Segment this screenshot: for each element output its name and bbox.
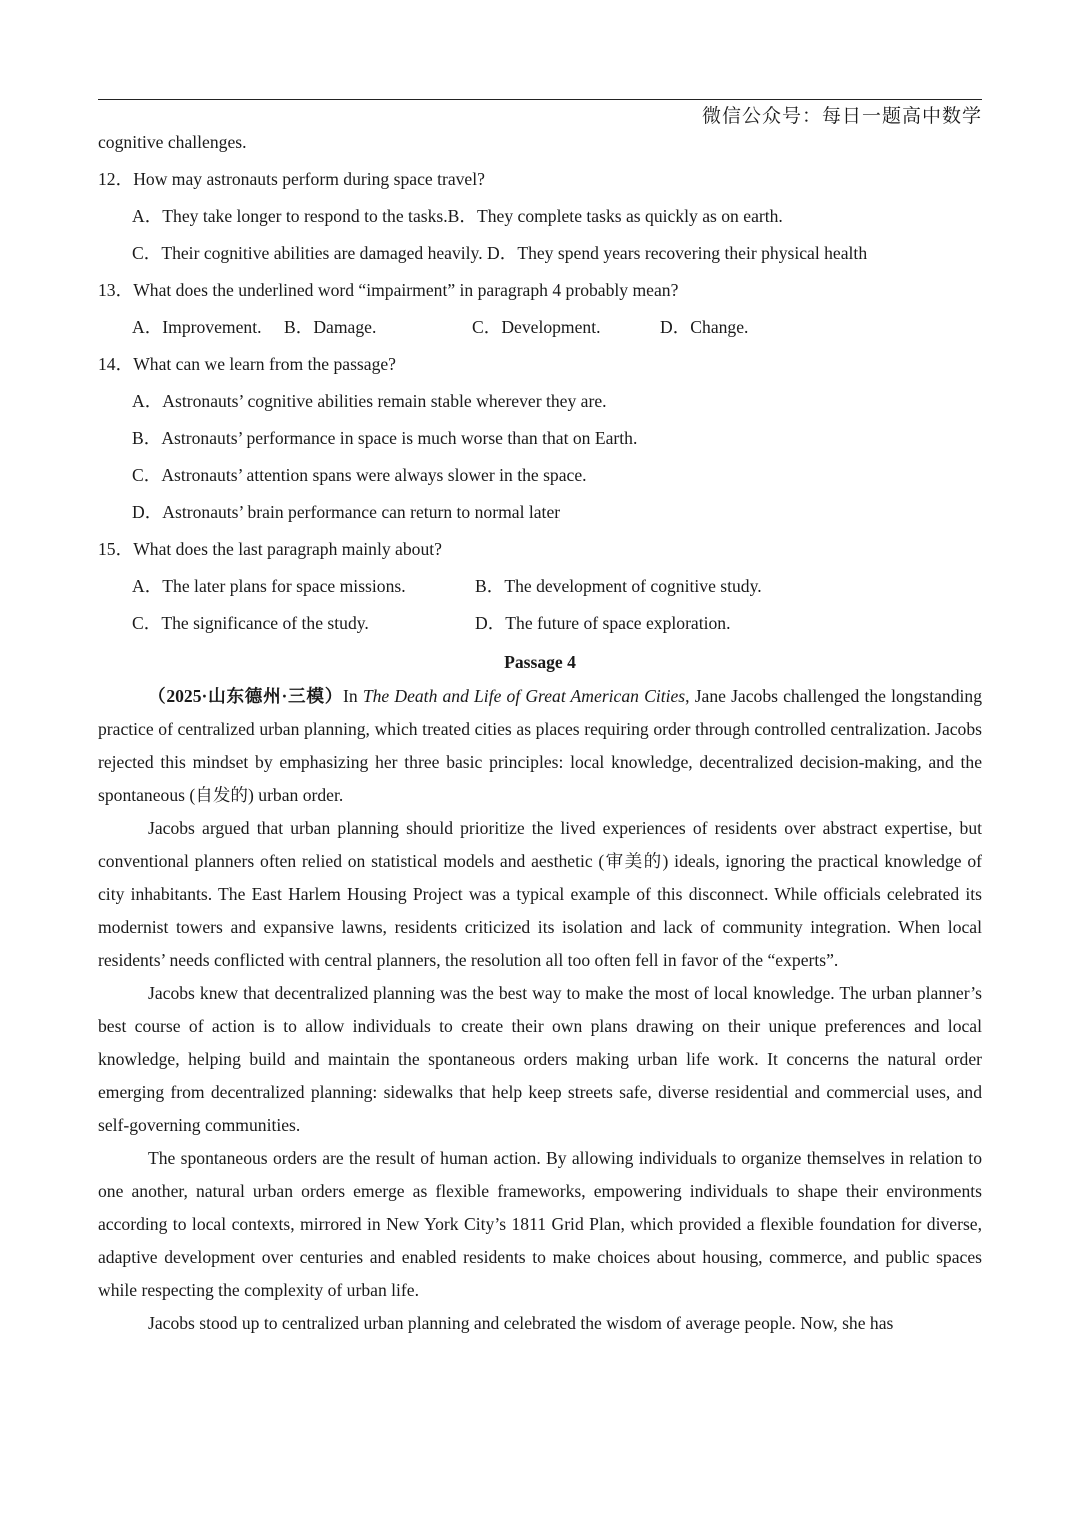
q13-option-b[interactable]: B．Damage. [284, 317, 377, 337]
q15-option-d[interactable]: D．The future of space exploration. [475, 613, 731, 633]
passage-paragraph-5: Jacobs stood up to centralized urban planning and celebrated the wisdom of average people. Now, she has [148, 1313, 894, 1333]
q14-option-d[interactable]: D．Astronauts’ brain performance can return to normal later [132, 502, 561, 522]
p1-after-title: , Jane Jacobs challenged the longstanding practice of centralized urban planning, which treated cities as places requiring order through controlled centralization. Jacobs rejected this mindset by emphasizing her three basic principles: local knowledge, decentralized decision-making, and the spontaneous (自发的) urban order. [98, 686, 982, 805]
passage-paragraph-4: The spontaneous orders are the result of human action. By allowing individuals to organize themselves in relation to one another, natural urban orders emerge as flexible frameworks, empowering individuals to shape their environments according to local contexts, mirrored in New York City’s 1811 Grid Plan, which provided a flexible foundation for diverse, adaptive development over centuries and enabled residents to make choices about housing, commerce, and public spaces while respecting the complexity of urban life. [98, 1148, 982, 1300]
question-13-stem: 13．What does the underlined word “impairment” in paragraph 4 probably mean? [98, 280, 679, 300]
passage-title: Passage 4 [504, 652, 576, 672]
header-wechat-text: 微信公众号：每日一题高中数学 [701, 105, 982, 127]
q12-option-b[interactable]: B．They complete tasks as quickly as on earth. [447, 206, 783, 226]
q15-option-c[interactable]: C．The significance of the study. [132, 613, 369, 633]
header-rule [98, 99, 982, 100]
question-15-stem: 15．What does the last paragraph mainly about? [98, 539, 442, 559]
passage-paragraph-1 [98, 680, 982, 812]
page-content [98, 126, 982, 1340]
q14-option-b[interactable]: B．Astronauts’ performance in space is much worse than that on Earth. [132, 428, 638, 448]
passage-source: （2025·山东德州·三模） [148, 686, 344, 706]
q14-option-a[interactable]: A．Astronauts’ cognitive abilities remain stable wherever they are. [132, 391, 607, 411]
question-14-stem: 14．What can we learn from the passage? [98, 354, 396, 374]
p1-before-title: In [343, 686, 363, 706]
q13-option-d[interactable]: D．Change. [660, 317, 749, 337]
q12-option-d[interactable]: D．They spend years recovering their physical health [487, 243, 868, 263]
passage-paragraph-2: Jacobs argued that urban planning should prioritize the lived experiences of residents over abstract expertise, but conventional planners often relied on statistical models and aesthetic (审美的) ideals, ignoring the practical knowledge of city inhabitants. The East Harlem Housing Project was a typical example of this disconnect. While officials celebrated its modernist towers and expansive lawns, residents criticized its isolation and lack of community integration. When local residents’ needs conflicted with central planners, the resolution all too often fell in favor of the “experts”. [98, 818, 982, 970]
passage-paragraph-3: Jacobs knew that decentralized planning was the best way to make the most of local knowledge. The urban planner’s best course of action is to allow individuals to create their own plans drawing on their unique preferences and local knowledge, helping build and maintain the spontaneous orders making urban life work. It concerns the natural order emerging from decentralized planning: sidewalks that help keep streets safe, diverse residential and commercial uses, and self-governing communities. [98, 983, 982, 1135]
q13-option-c[interactable]: C．Development. [472, 317, 601, 337]
question-15-options-row-1 [98, 570, 982, 607]
question-12-stem: 12．How may astronauts perform during space travel? [98, 169, 485, 189]
q15-option-a[interactable]: A．The later plans for space missions. [132, 576, 406, 596]
book-title: The Death and Life of Great American Cities [362, 686, 686, 706]
q13-option-a[interactable]: A．Improvement. [132, 317, 262, 337]
q12-option-c[interactable]: C．Their cognitive abilities are damaged heavily. [132, 243, 483, 263]
question-13-options-row [98, 311, 982, 348]
question-15-options-row-2 [98, 607, 982, 644]
question-12-options-row-1 [98, 200, 982, 237]
q14-option-c[interactable]: C．Astronauts’ attention spans were always slower in the space. [132, 465, 587, 485]
q15-option-b[interactable]: B．The development of cognitive study. [475, 576, 762, 596]
question-12-options-row-2 [98, 237, 982, 274]
intro-tail-text: cognitive challenges. [98, 132, 247, 152]
q12-option-a[interactable]: A．They take longer to respond to the tasks. [132, 206, 448, 226]
